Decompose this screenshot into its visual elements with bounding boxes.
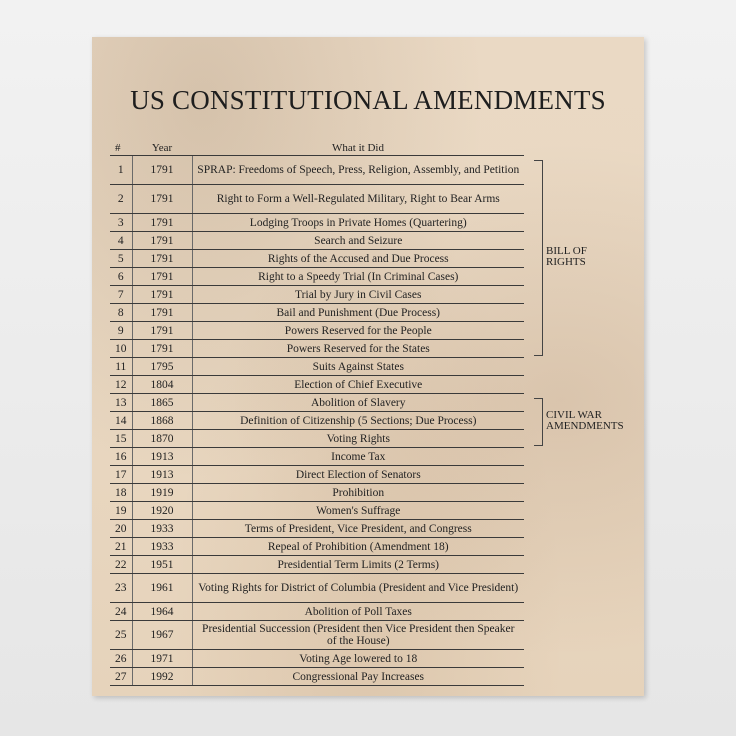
amendment-number: 8	[110, 304, 132, 322]
amendment-description: Powers Reserved for the States	[192, 340, 524, 358]
amendment-description: Congressional Pay Increases	[192, 668, 524, 686]
amendment-number: 26	[110, 650, 132, 668]
poster-title: US CONSTITUTIONAL AMENDMENTS	[130, 85, 606, 115]
amendment-year: 1791	[132, 340, 192, 358]
civil-war-bracket	[534, 398, 543, 446]
column-header-number: #	[110, 142, 132, 156]
amendment-number: 24	[110, 603, 132, 621]
amendment-description: Suits Against States	[192, 358, 524, 376]
amendment-description: Election of Chief Executive	[192, 376, 524, 394]
amendment-description: Presidential Term Limits (2 Terms)	[192, 556, 524, 574]
amendments-table	[110, 142, 524, 686]
amendment-year: 1913	[132, 466, 192, 484]
amendment-row	[110, 650, 524, 668]
amendment-row	[110, 603, 524, 621]
amendment-year: 1870	[132, 430, 192, 448]
amendment-number: 15	[110, 430, 132, 448]
amendment-description: Abolition of Slavery	[192, 394, 524, 412]
amendment-row	[110, 304, 524, 322]
amendment-number: 7	[110, 286, 132, 304]
amendment-row	[110, 268, 524, 286]
amendment-row	[110, 502, 524, 520]
amendment-row	[110, 574, 524, 603]
amendment-year: 1791	[132, 185, 192, 214]
amendment-row	[110, 156, 524, 185]
amendment-year: 1933	[132, 520, 192, 538]
amendment-number: 6	[110, 268, 132, 286]
amendment-row	[110, 394, 524, 412]
amendment-description: Right to a Speedy Trial (In Criminal Cases)	[192, 268, 524, 286]
amendment-description: Bail and Punishment (Due Process)	[192, 304, 524, 322]
amendment-row	[110, 340, 524, 358]
amendment-row	[110, 232, 524, 250]
amendment-number: 19	[110, 502, 132, 520]
table-header-row	[110, 142, 524, 156]
amendment-row	[110, 214, 524, 232]
amendment-row	[110, 185, 524, 214]
amendment-description: Voting Rights	[192, 430, 524, 448]
amendment-row	[110, 668, 524, 686]
amendment-row	[110, 376, 524, 394]
amendment-number: 27	[110, 668, 132, 686]
amendment-number: 17	[110, 466, 132, 484]
amendment-year: 1964	[132, 603, 192, 621]
amendment-number: 14	[110, 412, 132, 430]
amendment-description: Terms of President, Vice President, and Congress	[192, 520, 524, 538]
amendment-row	[110, 466, 524, 484]
amendment-row	[110, 538, 524, 556]
amendment-year: 1913	[132, 448, 192, 466]
poster	[92, 37, 644, 696]
amendment-year: 1791	[132, 304, 192, 322]
amendments-table-body	[110, 156, 524, 686]
amendment-row	[110, 484, 524, 502]
amendment-description: Voting Age lowered to 18	[192, 650, 524, 668]
amendment-year: 1961	[132, 574, 192, 603]
amendment-year: 1791	[132, 322, 192, 340]
civil-war-label-line2: AMENDMENTS	[546, 419, 624, 432]
amendment-row	[110, 412, 524, 430]
amendment-row	[110, 448, 524, 466]
amendment-description: Right to Form a Well-Regulated Military, Right to Bear Arms	[192, 185, 524, 214]
amendment-year: 1804	[132, 376, 192, 394]
column-header-what: What it Did	[192, 142, 524, 156]
amendment-description: Presidential Succession (President then Vice President then Speaker of the House)	[192, 621, 524, 650]
amendment-number: 25	[110, 621, 132, 650]
amendment-number: 3	[110, 214, 132, 232]
amendment-description: Direct Election of Senators	[192, 466, 524, 484]
amendment-description: Income Tax	[192, 448, 524, 466]
amendment-year: 1791	[132, 232, 192, 250]
amendment-number: 4	[110, 232, 132, 250]
amendment-row	[110, 286, 524, 304]
amendment-number: 12	[110, 376, 132, 394]
amendment-year: 1791	[132, 268, 192, 286]
amendment-description: Repeal of Prohibition (Amendment 18)	[192, 538, 524, 556]
amendment-row	[110, 322, 524, 340]
amendment-year: 1920	[132, 502, 192, 520]
amendment-number: 10	[110, 340, 132, 358]
amendment-number: 16	[110, 448, 132, 466]
amendment-year: 1951	[132, 556, 192, 574]
amendment-number: 20	[110, 520, 132, 538]
civil-war-label	[546, 410, 624, 432]
amendment-year: 1795	[132, 358, 192, 376]
amendment-year: 1865	[132, 394, 192, 412]
amendment-description: Abolition of Poll Taxes	[192, 603, 524, 621]
amendment-description: Definition of Citizenship (5 Sections; Due Process)	[192, 412, 524, 430]
amendment-description: Powers Reserved for the People	[192, 322, 524, 340]
amendment-year: 1971	[132, 650, 192, 668]
amendment-year: 1967	[132, 621, 192, 650]
amendment-description: Lodging Troops in Private Homes (Quartering)	[192, 214, 524, 232]
amendment-row	[110, 556, 524, 574]
amendment-row	[110, 430, 524, 448]
amendment-year: 1791	[132, 156, 192, 185]
amendment-year: 1992	[132, 668, 192, 686]
bill-of-rights-label-line2: RIGHTS	[546, 255, 586, 268]
amendment-number: 13	[110, 394, 132, 412]
amendment-number: 5	[110, 250, 132, 268]
bill-of-rights-bracket	[534, 160, 543, 356]
civil-war-label-line1: CIVIL WAR	[546, 408, 602, 421]
amendment-description: Women's Suffrage	[192, 502, 524, 520]
amendment-number: 23	[110, 574, 132, 603]
amendment-description: Search and Seizure	[192, 232, 524, 250]
amendment-description: Prohibition	[192, 484, 524, 502]
amendment-description: SPRAP: Freedoms of Speech, Press, Religion, Assembly, and Petition	[192, 156, 524, 185]
amendment-number: 11	[110, 358, 132, 376]
amendment-year: 1791	[132, 250, 192, 268]
amendment-number: 2	[110, 185, 132, 214]
amendment-year: 1919	[132, 484, 192, 502]
amendment-year: 1933	[132, 538, 192, 556]
amendment-number: 9	[110, 322, 132, 340]
amendment-number: 21	[110, 538, 132, 556]
amendment-year: 1791	[132, 286, 192, 304]
amendment-number: 22	[110, 556, 132, 574]
bill-of-rights-label-line1: BILL OF	[546, 244, 587, 257]
bill-of-rights-label	[546, 246, 587, 268]
amendment-year: 1791	[132, 214, 192, 232]
amendment-row	[110, 520, 524, 538]
amendment-number: 1	[110, 156, 132, 185]
amendment-year: 1868	[132, 412, 192, 430]
amendment-description: Voting Rights for District of Columbia (President and Vice President)	[192, 574, 524, 603]
column-header-year: Year	[132, 142, 192, 156]
amendment-number: 18	[110, 484, 132, 502]
amendment-description: Rights of the Accused and Due Process	[192, 250, 524, 268]
amendment-row	[110, 250, 524, 268]
amendment-description: Trial by Jury in Civil Cases	[192, 286, 524, 304]
amendment-row	[110, 358, 524, 376]
amendment-row	[110, 621, 524, 650]
